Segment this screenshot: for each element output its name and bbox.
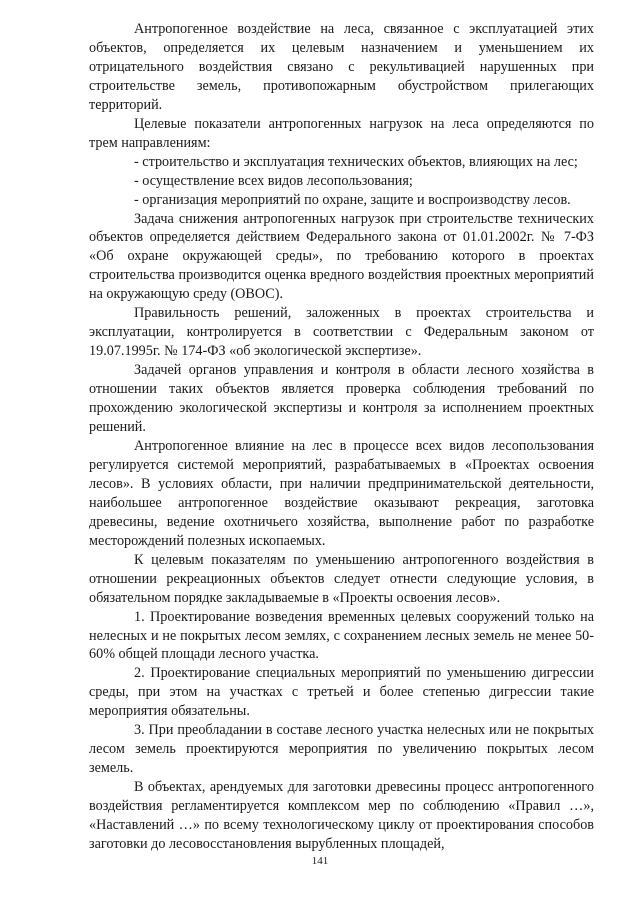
paragraph-recreation-indicators: К целевым показателям по уменьшению антропогенного воздействия в отношении рекреационных объектов следует отнести следующие условия, в обязательном порядке закладываемые в «Проекты освоения лесов».: [89, 551, 594, 606]
page-number: 141: [311, 855, 329, 867]
list-item-protection: - организация мероприятий по охране, защите и воспроизводству лесов.: [134, 191, 571, 208]
paragraph-decision-correctness: Правильность решений, заложенных в проектах строительства и эксплуатации, контролируется в соответствии с Федеральным законом от 19.07.1995г. № 174-ФЗ «об экологической экспертизе».: [89, 305, 594, 360]
paragraph-target-indicators: Целевые показатели антропогенных нагрузок на леса определяются по трем направлениям:: [89, 115, 594, 151]
numbered-item-1: 1. Проектирование возведения временных целевых сооружений только на нелесных и не покрытых лесом землях, с сохранением лесных земель не менее 50-60% общей площади лесного участка.: [89, 608, 594, 663]
numbered-item-2: 2. Проектирование специальных мероприятий по уменьшению дигрессии среды, при этом на участках с третьей и более степенью дигрессии такие мероприятия обязательны.: [89, 665, 594, 720]
paragraph-forest-impact: Антропогенное воздействие на леса, связанное с эксплуатацией этих объектов, определяется их целевым назначением и уменьшением их отрицательного воздействия связано с рекультивацией нарушенных при строительстве земель, противопожарным обустройством прилегающих территорий.: [89, 21, 594, 113]
paragraph-timber-harvest: В объектах, арендуемых для заготовки древесины процесс антропогенного воздействия регламентируется комплексом мер по соблюдению «Правил …», «Наставлений …» по всему технологическому циклу от проектирования способов заготовки до лесовосстановления вырубленных площадей,: [89, 779, 594, 852]
numbered-item-3: 3. При преобладании в составе лесного участка нелесных или не покрытых лесом земель проектируются мероприятия по увеличению покрытых лесом земель.: [89, 722, 594, 777]
paragraph-reduction-task: Задача снижения антропогенных нагрузок при строительстве технических объектов определяется действием Федерального закона от 01.01.2002г. № 7-ФЗ «Об охране окружающей среды», по требованию которого в проектах строительства производится оценка вредного воздействия проектных мероприятий на окружающую среду (ОВОС).: [89, 210, 594, 303]
paragraph-authority-task: Задачей органов управления и контроля в области лесного хозяйства в отношении таких объектов является проверка соблюдения требований по прохождению экологической экспертизы и контроля за исполнением проектных решений.: [89, 362, 594, 436]
paragraph-forest-use-impact: Антропогенное влияние на лес в процессе всех видов лесопользования регулируется системой мероприятий, разрабатываемых в «Проектах освоения лесов». В условиях области, при наличии предпринимательской деятельности, наибольшее антропогенное воздействие оказывают рекреация, заготовка древесины, ведение охотничьего хозяйства, выполнение работ по разработке месторождений полезных ископаемых.: [89, 437, 594, 549]
list-item-forest-use: - осуществление всех видов лесопользования;: [134, 172, 413, 189]
document-page: [89, 20, 594, 854]
list-item-construction: - строительство и эксплуатация технических объектов, влияющих на лес;: [134, 153, 578, 170]
